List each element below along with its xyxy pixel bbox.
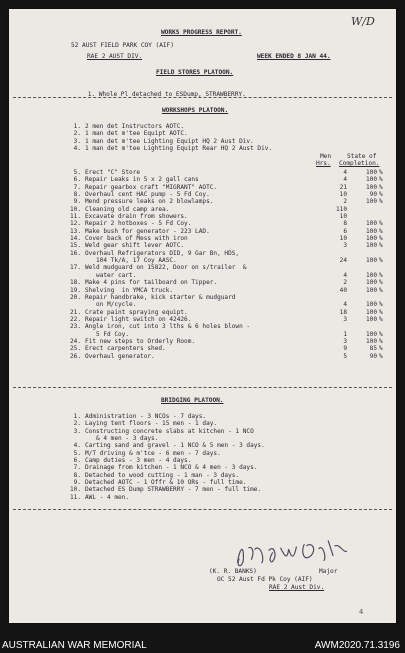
job-man-hours: 5 <box>343 352 347 360</box>
job-percent-sign: % <box>379 191 383 199</box>
job-percent-sign: % <box>379 286 383 294</box>
table-row <box>67 235 387 242</box>
job-description: Repair 2 hotboxes - 5 Fd Coy. <box>85 220 192 228</box>
job-completion: 100 <box>365 315 377 323</box>
job-man-hours: 9 <box>343 345 347 353</box>
job-description: on M/cycle. <box>85 301 137 309</box>
job-percent-sign: % <box>379 330 383 338</box>
item-text: Detached to wood cutting - 1 man - 3 days. <box>85 471 240 479</box>
job-number: 12. <box>69 220 81 228</box>
job-percent-sign: % <box>379 301 383 309</box>
job-description: Cover back of Mess with iron <box>85 235 188 243</box>
table-row <box>67 191 387 198</box>
job-number: 21. <box>69 308 81 316</box>
job-completion: 100 <box>365 271 377 279</box>
table-row <box>67 169 387 176</box>
job-number: 7. <box>73 183 81 191</box>
job-man-hours: 24 <box>339 257 347 265</box>
item-number: 6. <box>73 457 81 465</box>
document-page <box>9 9 396 623</box>
job-number: 8. <box>73 191 81 199</box>
report-title: WORKS PROGRESS REPORT. <box>161 29 242 36</box>
job-number: 18. <box>69 279 81 287</box>
table-row <box>67 323 387 330</box>
job-percent-sign: % <box>379 227 383 235</box>
job-description: Mend pressure leaks on 2 blowlamps. <box>85 198 214 206</box>
job-man-hours: 110 <box>335 205 347 213</box>
signatory-position: OC 52 Aust Fd Pk Coy (AIF) <box>217 576 313 583</box>
job-man-hours: 10 <box>339 235 347 243</box>
list-item <box>67 494 387 501</box>
job-description: Weld mudguard on 15822, Door on s/trailer & <box>85 264 247 272</box>
job-man-hours: 10 <box>339 213 347 221</box>
column-header-completion: Completion. <box>339 160 380 167</box>
table-row <box>67 257 387 264</box>
item-number: 11. <box>69 493 81 501</box>
job-description: Overhaul generator. <box>85 352 155 360</box>
workshops-jobs-table <box>67 169 387 360</box>
job-percent-sign: % <box>379 308 383 316</box>
signatory-name: (K. R. BANKS) <box>209 568 257 575</box>
job-completion: 100 <box>365 279 377 287</box>
job-number: 23. <box>69 323 81 331</box>
job-completion: 90 <box>369 191 377 199</box>
table-row <box>67 228 387 235</box>
job-man-hours: 4 <box>343 169 347 176</box>
job-completion: 100 <box>365 330 377 338</box>
table-row <box>67 309 387 316</box>
archive-footer <box>0 629 405 653</box>
job-man-hours: 40 <box>339 286 347 294</box>
item-number: 9. <box>73 479 81 487</box>
job-man-hours: 18 <box>339 308 347 316</box>
column-header-hrs: Hrs. <box>316 160 331 167</box>
job-description: Erect "C" Store <box>85 169 141 176</box>
table-row <box>67 264 387 271</box>
job-number: 14. <box>69 235 81 243</box>
table-row <box>67 345 387 352</box>
job-number: 15. <box>69 242 81 250</box>
job-number: 5. <box>73 169 81 176</box>
job-percent-sign: % <box>379 345 383 353</box>
footer-accession-number: AWM2020.71.3196 <box>314 640 400 651</box>
job-description: Repair gearbox craft "MIGRANT" AOTC. <box>85 183 218 191</box>
job-description: Repair Leaks in 5 x 2 gall cans <box>85 176 199 184</box>
job-man-hours: 3 <box>343 315 347 323</box>
table-row <box>67 294 387 301</box>
corner-mark: 4 <box>359 608 364 616</box>
item-number: 7. <box>73 464 81 472</box>
job-percent-sign: % <box>379 169 383 176</box>
job-man-hours: 3 <box>343 242 347 250</box>
list-item <box>67 479 387 486</box>
job-man-hours: 10 <box>339 191 347 199</box>
job-man-hours: 21 <box>339 183 347 191</box>
handwritten-reference: W/D <box>351 15 375 28</box>
job-percent-sign: % <box>379 352 383 360</box>
table-row <box>67 184 387 191</box>
job-description: Cleaning old camp area. <box>85 205 170 213</box>
list-item <box>67 413 387 420</box>
table-row <box>67 279 387 286</box>
item-text: Camp duties - 3 men - 4 days. <box>85 457 192 465</box>
column-header-state: State of <box>347 153 377 160</box>
job-completion: 100 <box>365 220 377 228</box>
list-item <box>67 435 387 442</box>
unit-name: 52 AUST FIELD PARK COY (AIF) <box>71 42 174 49</box>
job-completion: 100 <box>365 286 377 294</box>
section-divider <box>13 387 392 388</box>
job-description: Make bush for generator - 223 LAD. <box>85 227 210 235</box>
job-completion: 100 <box>365 301 377 309</box>
job-man-hours: 4 <box>343 176 347 184</box>
item-text: M/T driving & m'tce - 6 men - 7 days. <box>85 449 221 457</box>
job-completion: 90 <box>369 352 377 360</box>
job-percent-sign: % <box>379 279 383 287</box>
list-item: 3. 1 man det m'tee Lighting Equipt HQ 2 Aust Div. <box>73 137 254 145</box>
job-number: 10. <box>69 205 81 213</box>
job-description: water cart. <box>85 271 137 279</box>
job-number: 11. <box>69 213 81 221</box>
job-description: Overhaul Refrigerators DID, 9 Gar Bn, HDS, <box>85 249 240 257</box>
job-completion: 100 <box>365 169 377 176</box>
signatory-formation: RAE 2 Aust Div. <box>269 584 325 591</box>
item-number: 5. <box>73 449 81 457</box>
list-item <box>67 472 387 479</box>
list-item <box>67 420 387 427</box>
job-description: Weld gear shift lever AOTC. <box>85 242 185 250</box>
list-item <box>67 450 387 457</box>
job-description: Repair light switch on 42426. <box>85 315 192 323</box>
job-completion: 100 <box>365 235 377 243</box>
job-man-hours: 6 <box>343 227 347 235</box>
item-text: & 4 men - 3 days. <box>85 435 159 443</box>
field-stores-item-1 <box>73 84 246 105</box>
job-percent-sign: % <box>379 257 383 265</box>
item-text: Whole Pl detached to ESDump, STRAWBERRY. <box>98 91 246 98</box>
item-text: Administration - 3 NCOs - 7 days. <box>85 413 207 420</box>
job-percent-sign: % <box>379 271 383 279</box>
job-man-hours: 4 <box>343 271 347 279</box>
job-description: Excavate drain from showers. <box>85 213 188 221</box>
table-row <box>67 213 387 220</box>
job-number: 25. <box>69 345 81 353</box>
list-item <box>67 442 387 449</box>
table-row <box>67 272 387 279</box>
job-man-hours: 1 <box>343 330 347 338</box>
column-header-men: Men <box>320 153 332 160</box>
list-item: 1. 2 men det Instructors AOTC. <box>73 123 185 130</box>
section-divider <box>13 97 392 98</box>
job-percent-sign: % <box>379 220 383 228</box>
job-description: 5 Fd Coy. <box>85 330 130 338</box>
job-number: 19. <box>69 286 81 294</box>
list-item <box>67 428 387 435</box>
job-description: Angle iron, cut into 3 lths & 6 holes blown - <box>85 323 251 331</box>
job-man-hours: 3 <box>343 337 347 345</box>
table-row <box>67 353 387 360</box>
job-number: 22. <box>69 315 81 323</box>
job-number: 9. <box>73 198 81 206</box>
job-description: Make 4 pins for tailboard on Tipper. <box>85 279 218 287</box>
week-ended: WEEK ENDED 8 JAN 44. <box>257 53 331 60</box>
item-text: Detached ES Dump STRAWBERRY - 7 men - full time. <box>85 486 262 494</box>
bridging-list <box>67 413 387 501</box>
workshops-detachments-list <box>67 123 387 152</box>
job-completion: 100 <box>365 227 377 235</box>
item-text: AWL - 4 men. <box>85 493 130 501</box>
item-number: 2. <box>73 420 81 428</box>
job-completion: 100 <box>365 337 377 345</box>
bridging-heading: BRIDGING PLATOON. <box>161 397 224 404</box>
job-number: 20. <box>69 293 81 301</box>
job-number: 13. <box>69 227 81 235</box>
job-completion: 85 <box>369 345 377 353</box>
job-completion: 100 <box>365 257 377 265</box>
job-number: 24. <box>69 337 81 345</box>
job-completion: 100 <box>365 308 377 316</box>
job-percent-sign: % <box>379 198 383 206</box>
signature-scribble <box>230 533 352 571</box>
item-number: 3. <box>73 427 81 435</box>
job-man-hours: 8 <box>343 220 347 228</box>
job-percent-sign: % <box>379 176 383 184</box>
table-row <box>67 331 387 338</box>
list-item <box>67 457 387 464</box>
job-man-hours: 4 <box>343 301 347 309</box>
list-item <box>67 464 387 471</box>
job-completion: 100 <box>365 198 377 206</box>
job-number: 26. <box>69 352 81 360</box>
job-percent-sign: % <box>379 242 383 250</box>
list-item <box>67 486 387 493</box>
job-percent-sign: % <box>379 183 383 191</box>
table-row <box>67 242 387 249</box>
job-completion: 100 <box>365 183 377 191</box>
job-completion: 100 <box>365 176 377 184</box>
job-description: Fit new steps to Orderly Room. <box>85 337 196 345</box>
job-completion: 100 <box>365 242 377 250</box>
item-number: 10. <box>69 486 81 494</box>
item-number: 1. <box>73 413 81 420</box>
item-number: 4. <box>73 442 81 450</box>
list-item: 4. 1 man det m'tee Lighting Equipt Rear HQ 2 Aust Div. <box>73 145 273 153</box>
table-row <box>67 220 387 227</box>
job-description: Overhaul cent HAC pump - 5 Fd Coy. <box>85 191 210 199</box>
footer-institution: AUSTRALIAN WAR MEMORIAL <box>2 640 147 651</box>
job-description: 104 Tk/A, 17 Coy AASC. <box>85 257 177 265</box>
section-divider <box>13 509 392 510</box>
table-row <box>67 287 387 294</box>
job-number: 17. <box>69 264 81 272</box>
field-stores-heading: FIELD STORES PLATOON. <box>156 69 234 76</box>
item-text: Constructing concrete slabs at kitchen - 1 NCO <box>85 427 254 435</box>
table-row <box>67 316 387 323</box>
table-row <box>67 338 387 345</box>
signatory-rank: Major <box>319 568 338 575</box>
job-percent-sign: % <box>379 235 383 243</box>
table-row <box>67 206 387 213</box>
item-number: 8. <box>73 471 81 479</box>
job-percent-sign: % <box>379 337 383 345</box>
job-number: 6. <box>73 176 81 184</box>
division-name: RAE 2 AUST DIV. <box>87 53 143 60</box>
table-row <box>67 198 387 205</box>
item-text: Detached AOTC - 1 Offr & 10 ORs - full time. <box>85 479 247 487</box>
list-item: 2. 1 man det m'tee Equipt AOTC. <box>73 130 188 138</box>
workshops-heading: WORKSHOPS PLATOON. <box>162 107 229 114</box>
job-percent-sign: % <box>379 315 383 323</box>
item-text: Drainage from kitchen - 1 NCO & 4 men - 3 days. <box>85 464 258 472</box>
job-man-hours: 2 <box>343 279 347 287</box>
job-description: Repair handbrake, kick starter & mudguard <box>85 293 236 301</box>
item-number: 1. <box>87 91 96 98</box>
item-text: Carting sand and gravel - 1 NCO & 5 men - 3 days. <box>85 442 265 450</box>
item-text: Laying tent floors - 15 men - 1 day. <box>85 420 218 428</box>
job-man-hours: 2 <box>343 198 347 206</box>
table-row <box>67 250 387 257</box>
table-row <box>67 176 387 183</box>
job-description: Erect carpenters shed. <box>85 345 166 353</box>
job-description: Crate paint spraying equipt. <box>85 308 188 316</box>
job-number: 16. <box>69 249 81 257</box>
job-description: Shelving in YMCA truck. <box>85 286 174 294</box>
table-row <box>67 301 387 308</box>
